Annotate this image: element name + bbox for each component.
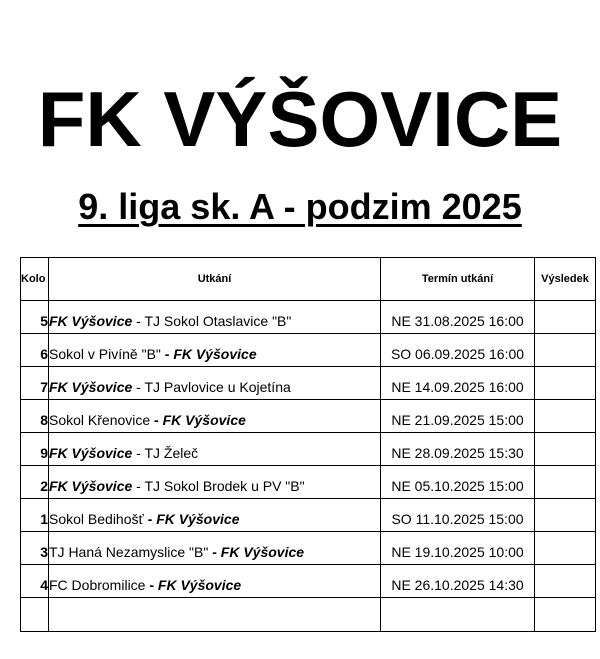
- page-title: FK VÝŠOVICE: [37, 75, 563, 163]
- table-row: [21, 466, 596, 499]
- column-header-round: Kolo: [21, 258, 49, 301]
- column-header-date: Termín utkání: [381, 258, 535, 301]
- season-subtitle-text: 9. liga sk. A - podzim 2025: [78, 186, 522, 227]
- home-team: FK Výšovice: [49, 379, 133, 395]
- away-team: TJ Sokol Otaslavice "B": [144, 313, 292, 329]
- round-number: 6: [21, 334, 49, 367]
- home-team: TJ Haná Nezamyslice "B": [49, 544, 209, 560]
- match-date: SO 06.09.2025 16:00: [381, 334, 535, 367]
- away-team: FK Výšovice: [157, 577, 242, 593]
- round-number: 3: [21, 532, 49, 565]
- table-row: [21, 334, 596, 367]
- match-date: NE 21.09.2025 15:00: [381, 400, 535, 433]
- match-date: NE 26.10.2025 14:30: [381, 565, 535, 598]
- home-team: FK Výšovice: [49, 445, 133, 461]
- match-result: [535, 400, 596, 433]
- away-team: FK Výšovice: [156, 511, 240, 527]
- away-team: TJ Želeč: [144, 445, 199, 461]
- match-result: [535, 532, 596, 565]
- away-team: TJ Sokol Brodek u PV "B": [144, 478, 305, 494]
- empty-cell: [21, 598, 49, 632]
- round-number: 8: [21, 400, 49, 433]
- match-separator: -: [160, 346, 174, 362]
- match-result: [535, 367, 596, 400]
- table-row: [21, 532, 596, 565]
- match-cell: [49, 532, 381, 565]
- match-separator: -: [132, 478, 145, 494]
- column-header-match: Utkání: [49, 258, 381, 301]
- table-row: [21, 301, 596, 334]
- match-result: [535, 466, 596, 499]
- home-team: FK Výšovice: [49, 478, 133, 494]
- home-team: Sokol v Pivíně "B": [49, 346, 161, 362]
- table-row: [21, 367, 596, 400]
- match-date: NE 19.10.2025 10:00: [381, 532, 535, 565]
- match-result: [535, 499, 596, 532]
- empty-cell: [381, 598, 535, 632]
- match-cell: [49, 367, 381, 400]
- match-cell: [49, 301, 381, 334]
- home-team: FC Dobromilice: [49, 577, 146, 593]
- match-separator: -: [132, 379, 145, 395]
- match-separator: -: [150, 412, 163, 428]
- match-cell: [49, 499, 381, 532]
- away-team: FK Výšovice: [173, 346, 257, 362]
- match-result: [535, 334, 596, 367]
- away-team: TJ Pavlovice u Kojetína: [144, 379, 291, 395]
- fixtures-body: [21, 301, 596, 632]
- home-team: Sokol Křenovice: [49, 412, 151, 428]
- match-date: NE 05.10.2025 15:00: [381, 466, 535, 499]
- match-cell: [49, 565, 381, 598]
- empty-cell: [49, 598, 381, 632]
- table-row: [21, 499, 596, 532]
- empty-cell: [535, 598, 596, 632]
- home-team: FK Výšovice: [49, 313, 133, 329]
- table-row: [21, 565, 596, 598]
- season-subtitle: [0, 186, 600, 228]
- match-cell: [49, 334, 381, 367]
- fixtures-table: [20, 257, 596, 632]
- column-header-result: Výsledek: [535, 258, 596, 301]
- round-number: 2: [21, 466, 49, 499]
- home-team: Sokol Bedihošť: [49, 511, 144, 527]
- round-number: 4: [21, 565, 49, 598]
- match-result: [535, 565, 596, 598]
- table-row: [21, 433, 596, 466]
- table-row: [21, 400, 596, 433]
- match-result: [535, 301, 596, 334]
- match-cell: [49, 400, 381, 433]
- match-cell: [49, 433, 381, 466]
- match-date: NE 28.09.2025 15:30: [381, 433, 535, 466]
- match-date: NE 14.09.2025 16:00: [381, 367, 535, 400]
- match-separator: -: [208, 544, 221, 560]
- round-number: 5: [21, 301, 49, 334]
- round-number: 9: [21, 433, 49, 466]
- empty-table-row: [21, 598, 596, 632]
- match-separator: -: [143, 511, 157, 527]
- match-date: NE 31.08.2025 16:00: [381, 301, 535, 334]
- away-team: FK Výšovice: [162, 412, 246, 428]
- match-separator: -: [132, 445, 145, 461]
- match-date: SO 11.10.2025 15:00: [381, 499, 535, 532]
- match-separator: -: [132, 313, 145, 329]
- match-separator: -: [145, 577, 158, 593]
- round-number: 7: [21, 367, 49, 400]
- match-result: [535, 433, 596, 466]
- table-header-row: [21, 258, 596, 301]
- match-cell: [49, 466, 381, 499]
- away-team: FK Výšovice: [220, 544, 305, 560]
- round-number: 1: [21, 499, 49, 532]
